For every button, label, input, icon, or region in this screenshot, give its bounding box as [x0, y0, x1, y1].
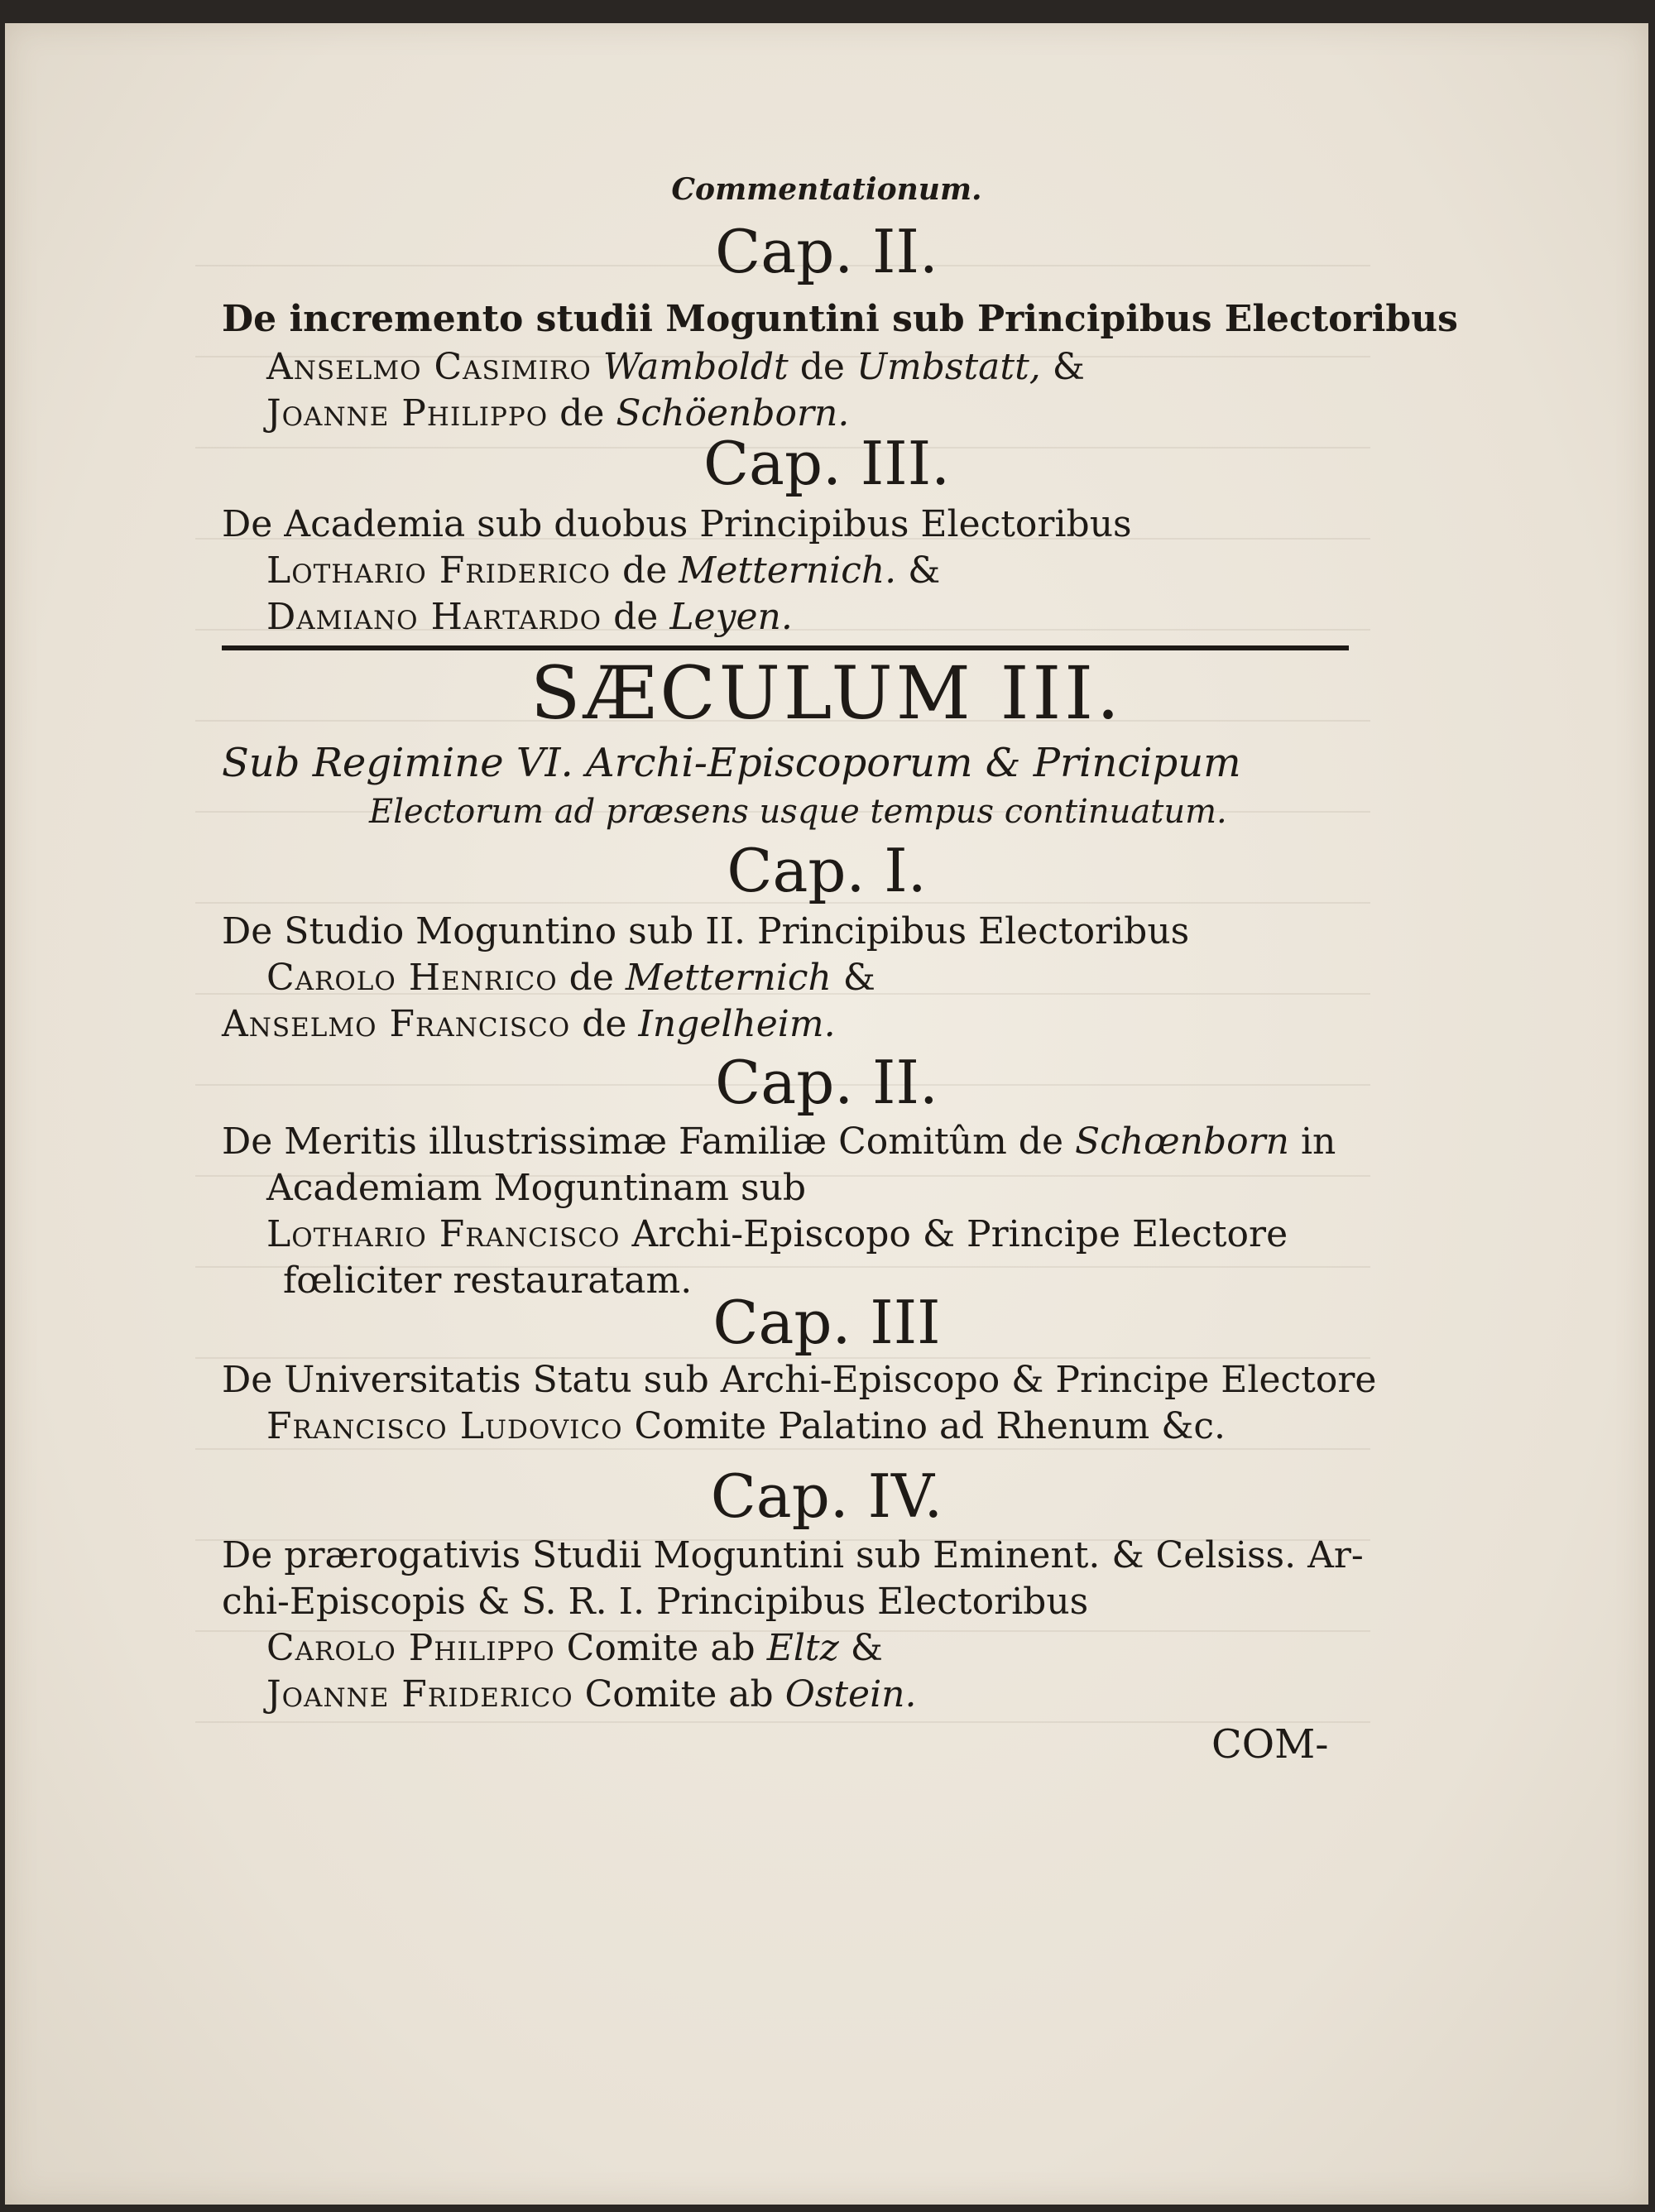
- cap-iii-b-line-1: De Universitatis Statu sub Archi-Episcopo & Principe Electore: [222, 1359, 1377, 1401]
- name-schoenborn: Schöenborn.: [616, 392, 850, 434]
- cap-iv-line-1: De prærogativis Studii Moguntini sub Eminent. & Celsiss. Ar-: [222, 1534, 1364, 1576]
- cap-ii-heading: Cap. II.: [715, 217, 938, 286]
- word-de: de: [613, 596, 659, 638]
- name-leyen: Leyen.: [669, 596, 793, 638]
- name-umbstatt: Umbstatt,: [856, 346, 1041, 388]
- book-page: [5, 23, 1648, 2205]
- cap-iii-line-2: [266, 549, 940, 593]
- cap-iii-line-1: De Academia sub duobus Principibus Electoribus: [222, 503, 1132, 545]
- ampersand: &: [850, 1627, 883, 1669]
- name-carolo-henrico: Carolo Henrico: [266, 957, 558, 999]
- name-joanne-philippo: Joanne Philippo: [266, 392, 549, 434]
- cap-iii-b-line-2: [266, 1405, 1226, 1449]
- cap-ii-b-line-2: Academiam Moguntinam sub: [266, 1167, 807, 1209]
- page-content: [5, 23, 1648, 2205]
- saeculum-title: SÆCULUM III.: [530, 650, 1123, 736]
- cap-iv-line-3-text: Comite ab: [566, 1627, 756, 1669]
- saeculum-subtitle-2: Electorum ad præsens usque tempus continuatum.: [369, 793, 1227, 831]
- word-in: in: [1300, 1120, 1336, 1163]
- name-anselmo-casimiro: Anselmo Casimiro: [266, 346, 592, 388]
- ampersand: &: [842, 957, 875, 999]
- name-anselmo-francisco: Anselmo Francisco: [222, 1003, 571, 1045]
- word-de: de: [568, 957, 614, 999]
- name-ingelheim: Ingelheim.: [638, 1003, 836, 1045]
- name-carolo-philippo: Carolo Philippo: [266, 1627, 555, 1669]
- cap-i-line-2: [266, 957, 875, 1000]
- cap-iv-line-3: [266, 1627, 883, 1671]
- name-eltz: Eltz: [766, 1627, 839, 1669]
- cap-iii-heading: Cap. III.: [703, 429, 951, 498]
- name-lothario-friderico: Lothario Friderico: [266, 549, 612, 592]
- word-de: de: [622, 549, 668, 592]
- word-de: de: [582, 1003, 627, 1045]
- name-wamboldt: Wamboldt: [602, 346, 789, 388]
- cap-ii-b-line-3: [266, 1213, 1288, 1257]
- running-head: Commentationum.: [671, 172, 982, 207]
- name-francisco-ludovico: Francisco Ludovico: [266, 1405, 623, 1447]
- cap-iv-line-4: [266, 1673, 916, 1717]
- saeculum-subtitle-1: Sub Regimine VI. Archi-Episcoporum & Principum: [222, 740, 1241, 786]
- cap-ii-line-1: De incremento studii Moguntini sub Principibus Electoribus: [222, 298, 1458, 340]
- catchword: COM-: [1211, 1721, 1329, 1768]
- cap-iii-b-line-2-text: Comite Palatino ad Rhenum &c.: [634, 1405, 1226, 1447]
- name-joanne-friderico: Joanne Friderico: [266, 1673, 573, 1715]
- name-ostein: Ostein.: [784, 1673, 917, 1715]
- cap-ii-line-2: [266, 346, 1085, 390]
- ampersand: &: [1052, 346, 1085, 388]
- cap-ii-b-line-4: fœliciter restauratam.: [283, 1260, 693, 1302]
- cap-iii-b-heading: Cap. III: [712, 1288, 941, 1357]
- word-de: de: [559, 392, 605, 434]
- cap-ii-b-heading: Cap. II.: [715, 1048, 938, 1117]
- name-metternich: Metternich.: [679, 549, 897, 592]
- name-lothario-francisco: Lothario Francisco: [266, 1213, 621, 1255]
- cap-ii-b-line-1: [222, 1120, 1336, 1164]
- cap-iv-line-2: chi-Episcopis & S. R. I. Principibus Electoribus: [222, 1581, 1089, 1623]
- cap-i-line-1: De Studio Moguntino sub II. Principibus Electoribus: [222, 910, 1190, 952]
- cap-i-heading: Cap. I.: [727, 836, 927, 905]
- cap-ii-b-line-3-text: Archi-Episcopo & Principe Electore: [631, 1213, 1288, 1255]
- name-schoenborn: Schœnborn: [1074, 1120, 1289, 1163]
- cap-i-line-3: [222, 1003, 836, 1047]
- name-metternich: Metternich: [625, 957, 832, 999]
- cap-iv-line-4-text: Comite ab: [584, 1673, 774, 1715]
- cap-iv-heading: Cap. IV.: [710, 1461, 943, 1531]
- word-de: de: [799, 346, 845, 388]
- name-damiano-hartardo: Damiano Hartardo: [266, 596, 602, 638]
- ampersand: &: [908, 549, 941, 592]
- cap-ii-b-line-1-text: De Meritis illustrissimæ Familiæ Comitûm de: [222, 1120, 1063, 1163]
- cap-iii-line-3: [266, 596, 793, 640]
